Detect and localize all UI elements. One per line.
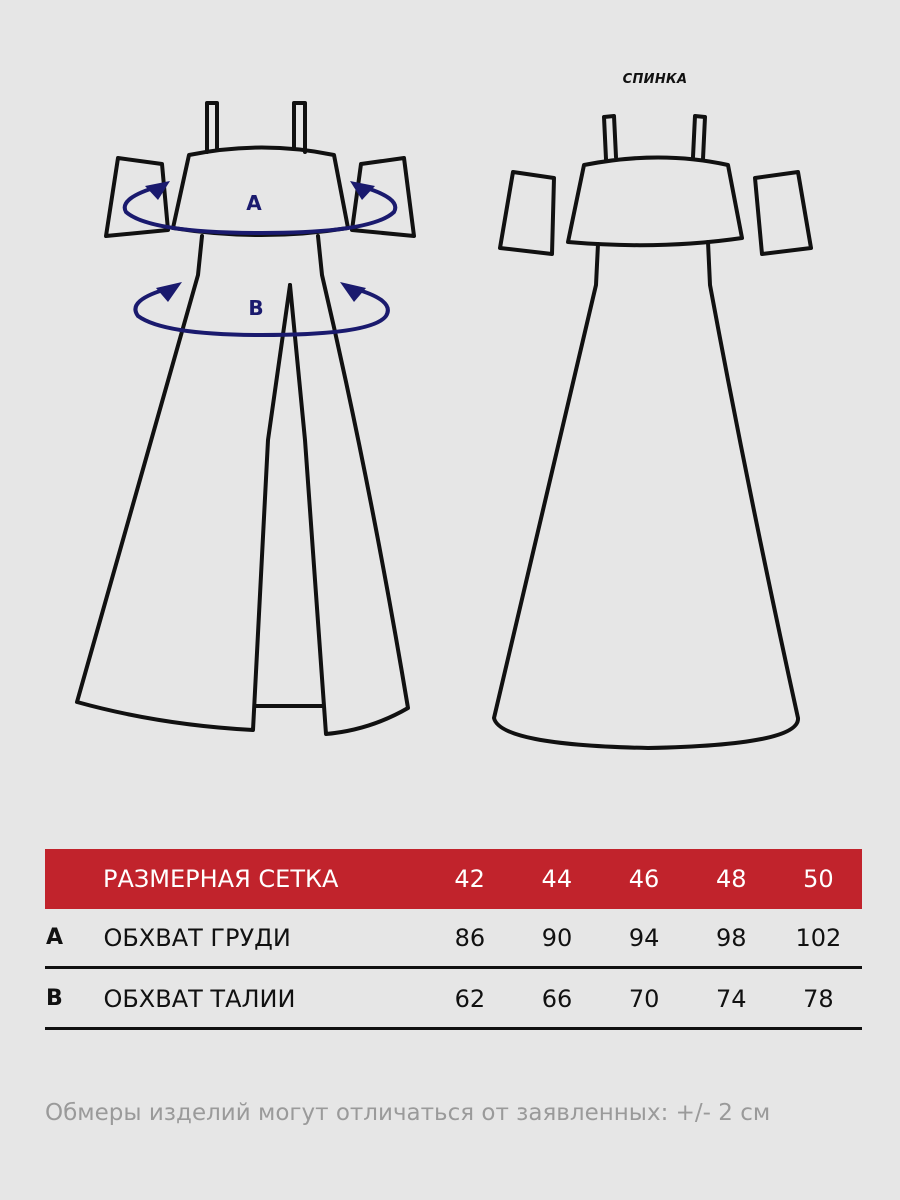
marker-b: B [248, 296, 264, 320]
table-row [45, 909, 862, 969]
arrow-b-left-icon [156, 282, 182, 302]
dress-back-view [494, 116, 811, 748]
row-key: A [46, 925, 64, 950]
cell-value: 102 [795, 923, 842, 952]
cell-value: 90 [541, 923, 573, 952]
size-table-header [45, 849, 862, 909]
row-key: B [46, 986, 63, 1011]
row-name: ОБХВАТ ГРУДИ [103, 923, 291, 952]
size-table-title: РАЗМЕРНАЯ СЕТКА [103, 865, 339, 893]
row-name: ОБХВАТ ТАЛИИ [103, 984, 296, 1013]
size-50: 50 [803, 865, 834, 893]
cell-value: 74 [715, 984, 747, 1013]
size-48: 48 [715, 865, 747, 893]
cell-value: 94 [628, 923, 660, 952]
cell-value: 66 [541, 984, 573, 1013]
measurement-note: Обмеры изделий могут отличаться от заявленных: +/- 2 см [45, 1100, 771, 1126]
marker-a: A [246, 191, 262, 215]
cell-value: 98 [715, 923, 747, 952]
size-44: 44 [541, 865, 573, 893]
cell-value: 78 [803, 984, 834, 1013]
cell-value: 62 [454, 984, 486, 1013]
arrow-b-right-icon [340, 282, 366, 302]
size-42: 42 [454, 865, 485, 893]
table-row [45, 970, 862, 1030]
size-table [45, 849, 862, 1030]
size-46: 46 [628, 865, 660, 893]
cell-value: 70 [628, 984, 660, 1013]
cell-value: 86 [454, 923, 486, 952]
back-view-label: СПИНКА [622, 72, 688, 87]
